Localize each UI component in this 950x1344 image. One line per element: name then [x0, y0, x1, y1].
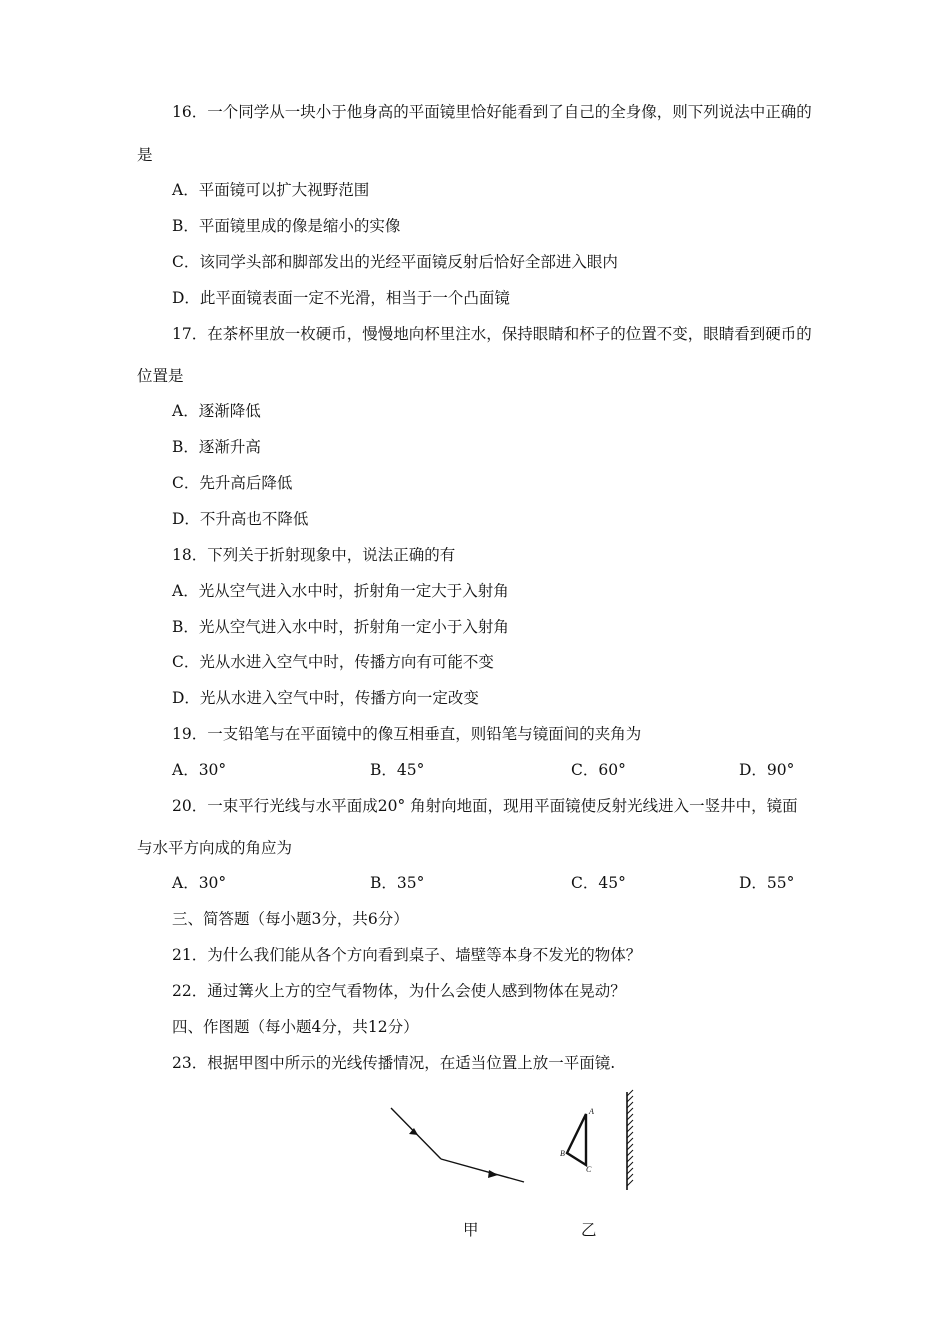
hatch-mark	[627, 1138, 633, 1144]
q17-option-d: D．不升高也不降低	[172, 510, 309, 528]
q19-option-a: A．30°	[172, 761, 227, 779]
hatch-mark	[627, 1126, 633, 1132]
q17-stem-line2: 位置是	[137, 367, 184, 385]
hatch-mark	[627, 1108, 633, 1114]
q20-option-b: B．35°	[370, 874, 425, 892]
q20-option-a: A．30°	[172, 874, 227, 892]
q20-option-d: D．55°	[739, 874, 795, 892]
q16-stem-line2: 是	[137, 146, 153, 164]
q20-stem-line1: 20．一束平行光线与水平面成20° 角射向地面，现用平面镜使反射光线进入一竖井中，镜面	[172, 797, 798, 815]
hatch-mark	[627, 1156, 633, 1162]
q20-option-c: C．45°	[571, 874, 626, 892]
hatch-mark	[627, 1174, 633, 1180]
q17-option-c: C．先升高后降低	[172, 474, 293, 492]
figure-jia-light-ray	[391, 1108, 524, 1182]
section-3-heading: 三、简答题（每小题3分，共6分）	[172, 910, 409, 928]
hatch-mark	[627, 1132, 633, 1138]
vertex-label-b: B	[560, 1149, 565, 1158]
section-4-heading: 四、作图题（每小题4分，共12分）	[172, 1018, 419, 1036]
vertex-label-c: C	[586, 1165, 592, 1174]
hatch-mark	[627, 1090, 633, 1096]
reflected-ray	[441, 1159, 524, 1182]
q19-option-b: B．45°	[370, 761, 425, 779]
q21-stem: 21．为什么我们能从各个方向看到桌子、墙壁等本身不发光的物体？	[172, 946, 642, 964]
q23-stem: 23．根据甲图中所示的光线传播情况，在适当位置上放一平面镜.	[172, 1054, 616, 1072]
figure-label-yi: 乙	[581, 1221, 597, 1239]
q17-option-b: B．逐渐升高	[172, 438, 261, 456]
hatch-mark	[627, 1168, 633, 1174]
q18-option-c: C．光从水进入空气中时，传播方向有可能不变	[172, 653, 494, 671]
q16-option-d: D．此平面镜表面一定不光滑，相当于一个凸面镜	[172, 289, 510, 307]
hatch-mark	[627, 1096, 633, 1102]
q22-stem: 22．通过篝火上方的空气看物体，为什么会使人感到物体在晃动？	[172, 982, 626, 1000]
q18-stem: 18．下列关于折射现象中，说法正确的有	[172, 546, 456, 564]
triangle-abc	[567, 1114, 586, 1165]
q16-stem-line1: 16．一个同学从一块小于他身高的平面镜里恰好能看到了自己的全身像，则下列说法中正确的	[172, 103, 812, 121]
q16-option-a: A．平面镜可以扩大视野范围	[172, 181, 370, 199]
incident-arrow-icon	[409, 1128, 418, 1135]
q16-option-b: B．平面镜里成的像是缩小的实像	[172, 217, 401, 235]
hatch-mark	[627, 1150, 633, 1156]
hatch-mark	[627, 1120, 633, 1126]
q19-option-d: D．90°	[739, 761, 795, 779]
q17-option-a: A．逐渐降低	[172, 402, 261, 420]
q18-option-a: A．光从空气进入水中时，折射角一定大于入射角	[172, 582, 509, 600]
hatch-mark	[627, 1162, 633, 1168]
q17-stem-line1: 17．在茶杯里放一枚硬币，慢慢地向杯里注水，保持眼睛和杯子的位置不变，眼睛看到硬币的	[172, 325, 812, 343]
q19-option-c: C．60°	[571, 761, 626, 779]
vertex-label-a: A	[589, 1107, 594, 1116]
q18-option-d: D．光从水进入空气中时，传播方向一定改变	[172, 689, 479, 707]
hatch-mark	[627, 1180, 633, 1186]
mirror-hatching	[627, 1090, 633, 1186]
figure-label-jia: 甲	[463, 1221, 479, 1239]
hatch-mark	[627, 1144, 633, 1150]
hatch-mark	[627, 1102, 633, 1108]
q18-option-b: B．光从空气进入水中时，折射角一定小于入射角	[172, 618, 509, 636]
hatch-mark	[627, 1114, 633, 1120]
q19-stem: 19．一支铅笔与在平面镜中的像互相垂直，则铅笔与镜面间的夹角为	[172, 725, 642, 743]
q16-option-c: C．该同学头部和脚部发出的光经平面镜反射后恰好全部进入眼内	[172, 253, 618, 271]
q20-stem-line2: 与水平方向成的角应为	[137, 839, 293, 857]
